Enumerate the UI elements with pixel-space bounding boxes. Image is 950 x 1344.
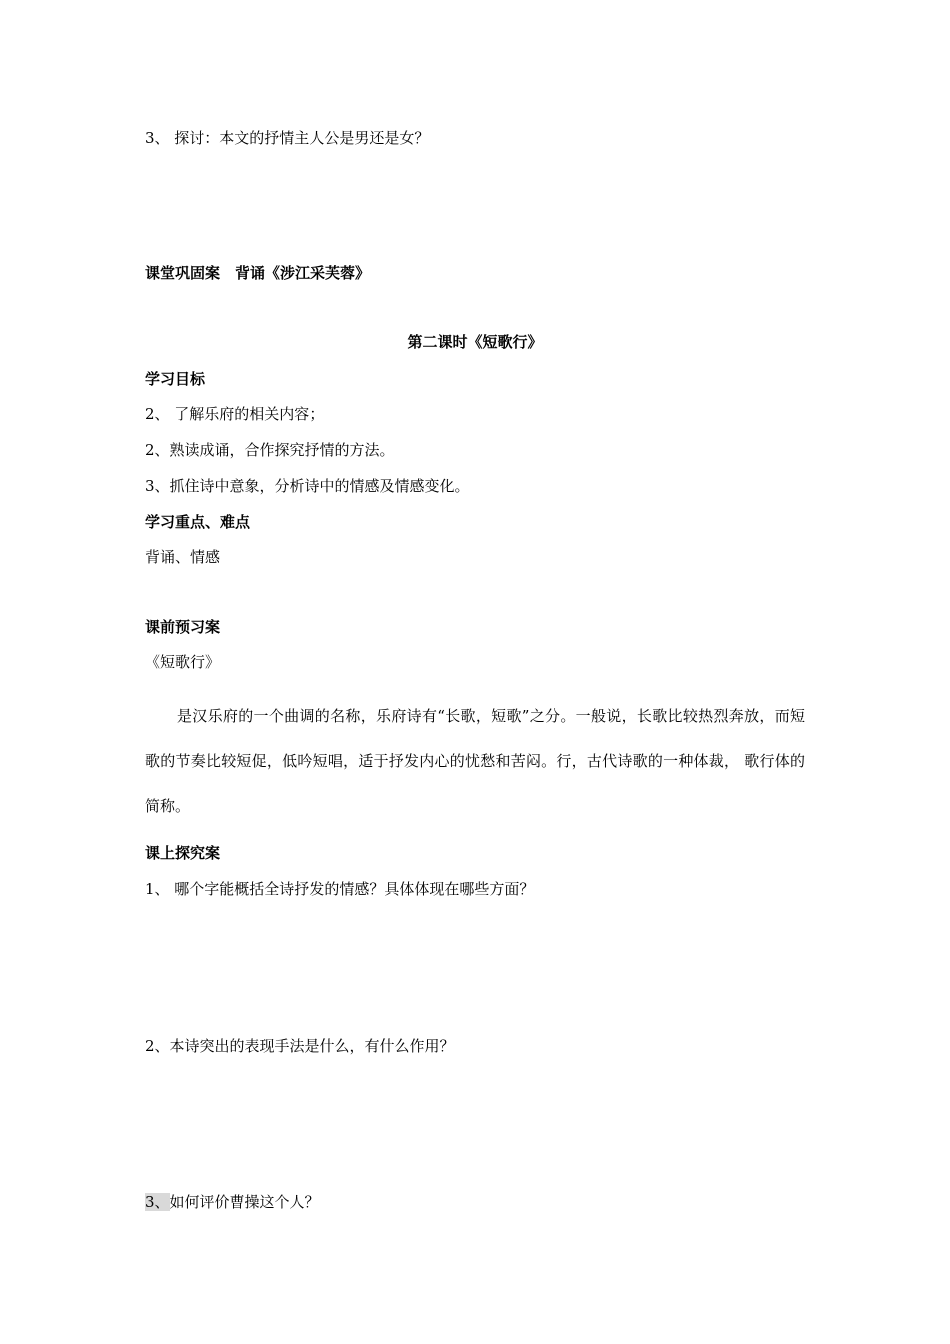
preview-heading: 课前预习案 [145,618,221,636]
lesson-title: 第二课时《短歌行》 [407,333,543,351]
question-number: 3、 [145,1193,170,1211]
key-points-heading: 学习重点、难点 [145,513,251,531]
explore-question-3 [145,1192,320,1212]
preview-title: 《短歌行》 [145,653,221,671]
preview-paragraph [145,694,805,829]
goals-heading: 学习目标 [145,370,206,388]
goal-item: 2、 了解乐府的相关内容； [145,405,325,423]
question-text: 如何评价曹操这个人？ [169,1193,320,1211]
goal-item: 3、抓住诗中意象，分析诗中的情感及情感变化。 [145,477,470,495]
goal-item: 2、熟读成诵，合作探究抒情的方法。 [145,441,395,459]
key-points-text: 背诵、情感 [145,548,221,566]
preview-text: 是汉乐府的一个曲调的名称，乐府诗有“长歌，短歌”之分。一般说，长歌比较热烈奔放，而短歌的节奏比较短促，低吟短唱，适于抒发内心的忧愁和苦闷。行，古代诗歌的一种体裁， 歌行体的简称。 [145,707,805,815]
explore-heading: 课上探究案 [145,844,221,862]
explore-question-1: 1、 哪个字能概括全诗抒发的情感？具体体现在哪些方面？ [145,880,535,898]
consolidation-heading: 课堂巩固案 背诵《涉江采芙蓉》 [145,264,371,282]
explore-question-2: 2、本诗突出的表现手法是什么，有什么作用？ [145,1037,455,1055]
question-3: 3、 探讨：本文的抒情主人公是男还是女？ [145,129,430,147]
